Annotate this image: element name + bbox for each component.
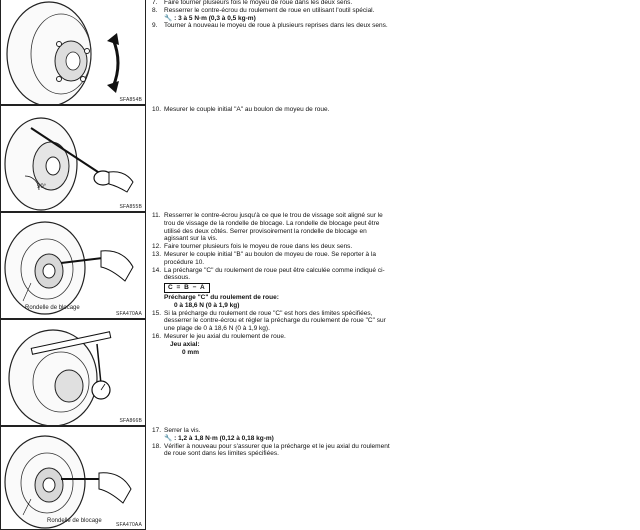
figure-lock-washer-screw bbox=[0, 426, 146, 530]
lock-washer-illustration bbox=[1, 213, 146, 319]
precharge-title: Précharge "C" du roulement de roue: bbox=[164, 293, 279, 301]
figure-code: SFA866B bbox=[119, 418, 142, 424]
step-18: 18. Vérifier à nouveau pour s'assurer que la précharge et le jeu axial du roulement de roue sont dans les limites spécifiées. bbox=[152, 442, 390, 458]
angle-label: 90° bbox=[37, 184, 47, 190]
figure-lock-washer bbox=[0, 212, 146, 319]
precharge-formula: C = B − A bbox=[164, 283, 210, 293]
step-11: 11. Resserrer le contre-écrou jusqu'à ce que le trou de vissage soit aligné sur le trou de vissage de la rondelle de blocage. La rondelle de blocage peut être utilisé des deux côtés. Serrer provisoirement la rondelle de blocage en agissant sur la vis. bbox=[152, 212, 383, 243]
figure-code: SFA854B bbox=[119, 97, 142, 103]
figure-initial-torque bbox=[0, 105, 146, 212]
torque-gauge-illustration bbox=[1, 106, 146, 212]
hub-rotation-illustration bbox=[1, 0, 146, 105]
figure-hub-rotation bbox=[0, 0, 146, 105]
precharge-value: 0 à 18,6 N (0 à 1,9 kg) bbox=[174, 301, 240, 309]
figure-code: SFA470AA bbox=[115, 311, 142, 317]
step-17: 17. Serrer la vis. bbox=[152, 427, 201, 434]
figure-code: SFA470AA bbox=[115, 522, 142, 528]
step-15: 15. Si la précharge du roulement de roue "C" est hors des limites spécifiées, desserrer le contre-écrou et régler la précharge du roulement de roue "C" sur une plage de 0 à 18,6 N (0 à 1,9 kg). bbox=[152, 309, 386, 333]
step-12: 12. Faire tourner plusieurs fois le moyeu de roue dans les deux sens. bbox=[152, 243, 353, 251]
figure-caption: Rondelle de blocage bbox=[47, 518, 102, 524]
steps-block-3 bbox=[152, 212, 390, 356]
torque-wrench-icon: 🔧 bbox=[164, 14, 173, 22]
steps-block-2 bbox=[152, 106, 390, 114]
dial-gauge-illustration bbox=[1, 320, 146, 426]
lock-washer-screw-illustration bbox=[1, 427, 146, 530]
steps-block-4 bbox=[152, 427, 390, 458]
steps-block-1 bbox=[152, 0, 390, 30]
axial-play-value: 0 mm bbox=[182, 348, 199, 356]
step-16: 16. Mesurer le jeu axial du roulement de roue. bbox=[152, 332, 286, 340]
step-10: 10. Mesurer le couple initial "A" au boulon de moyeu de roue. bbox=[152, 106, 330, 113]
axial-play-title: Jeu axial: bbox=[170, 340, 200, 348]
figure-axial-play bbox=[0, 319, 146, 426]
figure-code: SFA855B bbox=[119, 204, 142, 210]
figure-caption: Rondelle de blocage bbox=[25, 305, 80, 311]
step-8: 8. Resserrer le contre-écrou du roulement de roue en utilisant l'outil spécial. bbox=[152, 6, 375, 14]
step-13: 13. Mesurer le couple initial "B" au boulon de moyeu de roue. Se reporter à la procédure 10. bbox=[152, 250, 377, 266]
screw-torque-spec: 🔧 : 1,2 à 1,8 N·m (0,12 à 0,18 kg-m) bbox=[164, 434, 274, 442]
step-9: 9. Tourner à nouveau le moyeu de roue à plusieurs reprises dans les deux sens. bbox=[152, 22, 388, 30]
torque-wrench-icon: 🔧 bbox=[164, 434, 173, 442]
step-7: 7. Faire tourner plusieurs fois le moyeu de roue dans les deux sens. bbox=[152, 0, 353, 6]
step-14: 14. La précharge "C" du roulement de roue peut être calculée comme indiqué ci-dessous. bbox=[152, 266, 385, 282]
torque-spec: 🔧 : 3 à 5 N·m (0,3 à 0,5 kg-m) bbox=[164, 14, 256, 22]
